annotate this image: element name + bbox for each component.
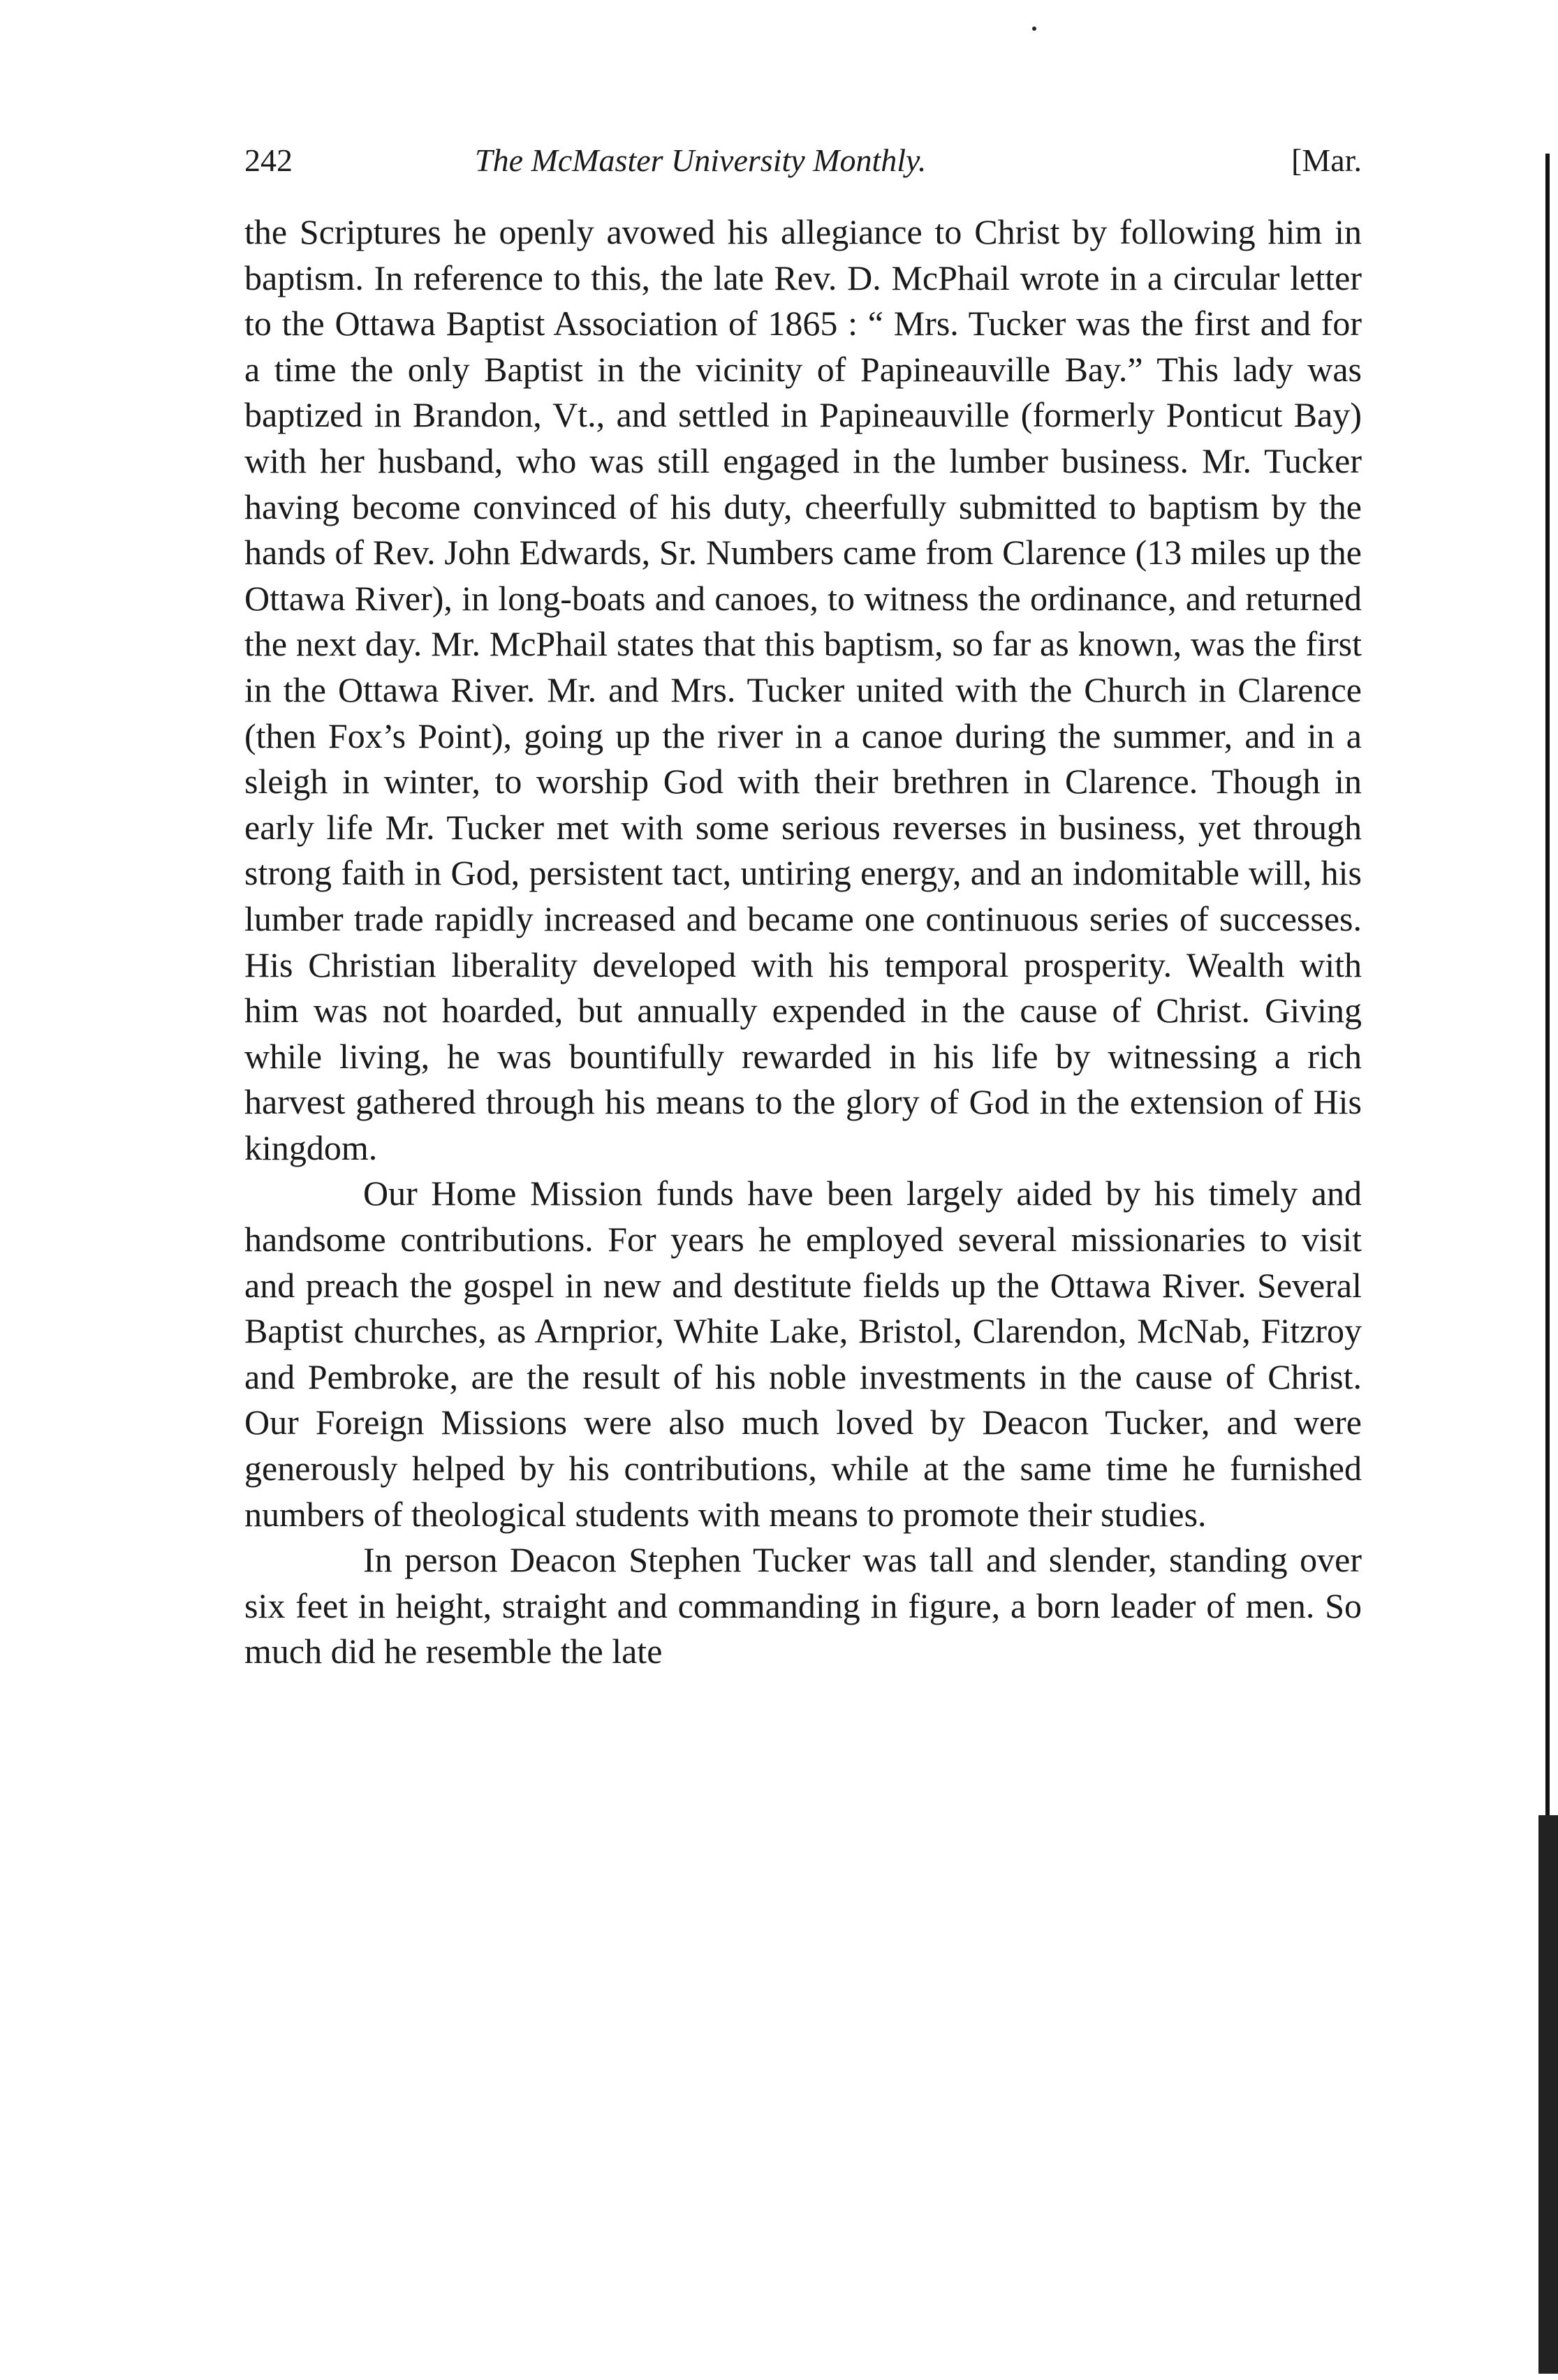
paragraph-1: the Scriptures he openly avowed his allegiance to Christ by following him in baptism. In reference to this, the late Rev. D. McPhail wrote in a circular letter to the Ottawa Baptist Association of 1865 : “ Mrs. Tucker was the first and for a time the only Baptist in the vicinity of Papineauville Bay.” This lady was baptized in Brandon, Vt., and settled in Papineauville (formerly Ponticut Bay) with her husband, who was still engaged in the lumber business. Mr. Tucker having become convinced of his duty, cheerfully submitted to baptism by the hands of Rev. John Edwards, Sr. Numbers came from Clarence (13 miles up the Ottawa River), in long-boats and canoes, to witness the ordinance, and returned the next day. Mr. McPhail states that this baptism, so far as known, was the first in the Ottawa River. Mr. and Mrs. Tucker united with the Church in Clarence (then Fox’s Point), going up the river in a canoe during the summer, and in a sleigh in winter, to worship God with their brethren in Clarence. Though in early life Mr. Tucker met with some serious reverses in business, yet through strong faith in God, persistent tact, untiring energy, and an indomitable will, his lumber trade rapidly increased and became one continuous series of successes. His Christian liberality developed with his temporal prosperity. Wealth with him was not hoarded, but annually expended in the cause of Christ. Giving while living, he was bountifully rewarded in his life by witnessing a rich harvest gathered through his means to the glory of God in the extension of His kingdom. (244, 212, 1362, 1167)
issue-month: [Mar. (1291, 142, 1362, 178)
document-page (244, 140, 1362, 1675)
scan-edge-shadow (1538, 1815, 1558, 2374)
running-header (244, 140, 1362, 182)
scan-edge-line (1545, 154, 1550, 1969)
journal-title: The McMaster University Monthly. (475, 142, 927, 178)
paragraph-3: In person Deacon Stephen Tucker was tall and slender, standing over six feet in height, straight and commanding in figure, a born leader of men. So much did he resemble the late (244, 1540, 1362, 1671)
paragraph-2: Our Home Mission funds have been largely aided by his timely and handsome contributions. For years he employed several missionaries to visit and preach the gospel in new and destitute fields up the Ottawa River. Several Baptist churches, as Arnprior, White Lake, Bristol, Clarendon, McNab, Fitzroy and Pembroke, are the result of his noble investments in the cause of Christ. Our Foreign Missions were also much loved by Deacon Tucker, and were generously helped by his contributions, while at the same time he furnished numbers of theological students with means to promote their studies. (244, 1174, 1362, 1534)
article-body (244, 209, 1362, 1675)
page-number: 242 (244, 142, 293, 178)
scan-speck (1032, 27, 1036, 31)
